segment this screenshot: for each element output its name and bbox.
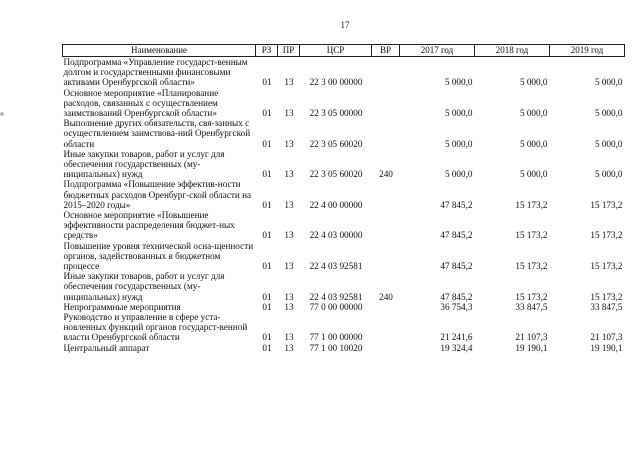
- row-2019: 5 000,0: [594, 169, 623, 180]
- row-2017: 19 324,4: [440, 342, 473, 353]
- row-2018: 15 173,2: [515, 261, 548, 272]
- table-row: [63, 312, 625, 343]
- row-2019: 15 173,2: [590, 291, 623, 302]
- row-pr: 13: [284, 138, 294, 149]
- row-2017: 47 845,2: [440, 199, 473, 210]
- row-csr: 22 4 03 92581: [309, 261, 363, 272]
- row-csr: 22 3 05 60020: [309, 138, 363, 149]
- row-pr: 13: [284, 77, 294, 88]
- row-pr: 13: [284, 261, 294, 272]
- row-rz: 01: [262, 199, 272, 210]
- row-vr: [372, 302, 400, 312]
- row-name: Центральный аппарат: [63, 342, 150, 353]
- table-row: [63, 210, 625, 241]
- row-name: Руководство и управление в сфере уста-новленных функций органов государст-венной власти Оренбургской области: [63, 312, 248, 343]
- row-vr: [372, 57, 400, 88]
- row-vr: [372, 343, 400, 353]
- table-row: [63, 57, 625, 88]
- row-rz: 01: [262, 169, 272, 180]
- row-csr: 77 0 00 00000: [309, 301, 363, 312]
- row-name: Подпрограмма «Повышение эффектив-ности бюджетных расходов Оренбург-ской области на 2015–2020 годы»: [63, 179, 252, 210]
- row-vr: 240: [379, 291, 393, 302]
- row-2018: 5 000,0: [519, 108, 548, 119]
- row-rz: 01: [262, 108, 272, 119]
- row-2018: 33 847,5: [515, 301, 548, 312]
- table-row: [63, 118, 625, 149]
- row-2017: 5 000,0: [444, 77, 473, 88]
- row-pr: 13: [284, 230, 294, 241]
- header-rz: РЗ: [256, 45, 278, 57]
- table-row: [63, 149, 625, 180]
- row-2017: 47 845,2: [440, 291, 473, 302]
- header-csr: ЦСР: [300, 45, 372, 57]
- row-2017: 36 754,3: [440, 301, 473, 312]
- row-2017: 5 000,0: [444, 108, 473, 119]
- table-row: [63, 271, 625, 302]
- header-2018: 2018 год: [475, 45, 550, 57]
- row-rz: 01: [262, 332, 272, 343]
- row-vr: [372, 312, 400, 343]
- row-2018: 21 107,3: [515, 332, 548, 343]
- table-row: [63, 241, 625, 272]
- row-rz: 01: [262, 261, 272, 272]
- table-row: [63, 88, 625, 119]
- row-2019: 5 000,0: [594, 138, 623, 149]
- row-2018: 5 000,0: [519, 169, 548, 180]
- row-2019: 21 107,3: [590, 332, 623, 343]
- table-header-row: [63, 45, 625, 57]
- row-vr: [372, 210, 400, 241]
- row-name: Подпрограмма «Управление государст-венным долгом и государственными финансовыми активами Оренбургской области»: [63, 57, 248, 88]
- row-pr: 13: [284, 291, 294, 302]
- row-csr: 77 1 00 00000: [309, 332, 363, 343]
- row-rz: 01: [262, 342, 272, 353]
- row-2019: 5 000,0: [594, 108, 623, 119]
- row-2018: 5 000,0: [519, 138, 548, 149]
- table-row: [63, 343, 625, 353]
- row-2017: 47 845,2: [440, 230, 473, 241]
- row-csr: 22 4 00 00000: [309, 199, 363, 210]
- row-name: Иные закупки товаров, работ и услуг для обеспечения государственных (му-ниципальных) нужд: [63, 148, 225, 180]
- row-2019: 5 000,0: [594, 77, 623, 88]
- header-2017: 2017 год: [400, 45, 475, 57]
- row-pr: 13: [284, 108, 294, 119]
- row-2017: 47 845,2: [440, 261, 473, 272]
- row-vr: [372, 118, 400, 149]
- row-csr: 22 3 05 60020: [309, 169, 363, 180]
- row-rz: 01: [262, 291, 272, 302]
- row-pr: 13: [284, 342, 294, 353]
- row-vr: 240: [379, 169, 393, 180]
- row-2018: 19 190,1: [515, 342, 548, 353]
- row-csr: 22 3 05 00000: [309, 108, 363, 119]
- table-row: [63, 302, 625, 312]
- row-2017: 21 241,6: [440, 332, 473, 343]
- row-csr: 22 3 00 00000: [309, 77, 363, 88]
- row-pr: 13: [284, 199, 294, 210]
- row-2017: 5 000,0: [444, 138, 473, 149]
- row-2019: 15 173,2: [590, 199, 623, 210]
- row-rz: 01: [262, 230, 272, 241]
- row-vr: [372, 88, 400, 119]
- row-2018: 15 173,2: [515, 230, 548, 241]
- row-2018: 15 173,2: [515, 199, 548, 210]
- row-vr: [372, 241, 400, 272]
- row-rz: 01: [262, 77, 272, 88]
- row-2018: 15 173,2: [515, 291, 548, 302]
- budget-table: [62, 44, 625, 353]
- row-pr: 13: [284, 332, 294, 343]
- table-row: [63, 179, 625, 210]
- row-2019: 15 173,2: [590, 261, 623, 272]
- row-name: Основное мероприятие «Планирование расходов, связанных с осуществлением заимствований Оренбургской области»: [63, 87, 219, 119]
- header-2019: 2019 год: [550, 45, 625, 57]
- row-pr: 13: [284, 169, 294, 180]
- row-name: Иные закупки товаров, работ и услуг для обеспечения государственных (му-ниципальных) нужд: [63, 271, 225, 302]
- row-2018: 5 000,0: [519, 77, 548, 88]
- row-name: Непрограммные мероприятия: [63, 301, 181, 312]
- row-csr: 77 1 00 10020: [309, 342, 363, 353]
- row-2019: 19 190,1: [590, 342, 623, 353]
- row-rz: 01: [262, 301, 272, 312]
- header-pr: ПР: [278, 45, 300, 57]
- header-name: Наименование: [63, 45, 256, 57]
- budget-table-container: [62, 44, 624, 353]
- row-2019: 15 173,2: [590, 230, 623, 241]
- row-csr: 22 4 03 00000: [309, 230, 363, 241]
- row-2019: 33 847,5: [590, 301, 623, 312]
- row-name: Повышение уровня технической осна-щенности органов, задействованных в бюджетном процессе: [63, 240, 254, 272]
- row-pr: 13: [284, 301, 294, 312]
- row-name: Выполнение других обязательств, свя-занных с осуществлением заимствова-ний Оренбургской области: [63, 118, 251, 149]
- row-name: Основное мероприятие «Повышение эффективности распределения бюджет-ных средств»: [63, 210, 235, 241]
- scan-speck: [0, 112, 4, 116]
- page-number: 17: [340, 20, 350, 30]
- header-vr: ВР: [372, 45, 400, 57]
- row-vr: [372, 179, 400, 210]
- row-csr: 22 4 03 92581: [309, 291, 363, 302]
- row-2017: 5 000,0: [444, 169, 473, 180]
- row-rz: 01: [262, 138, 272, 149]
